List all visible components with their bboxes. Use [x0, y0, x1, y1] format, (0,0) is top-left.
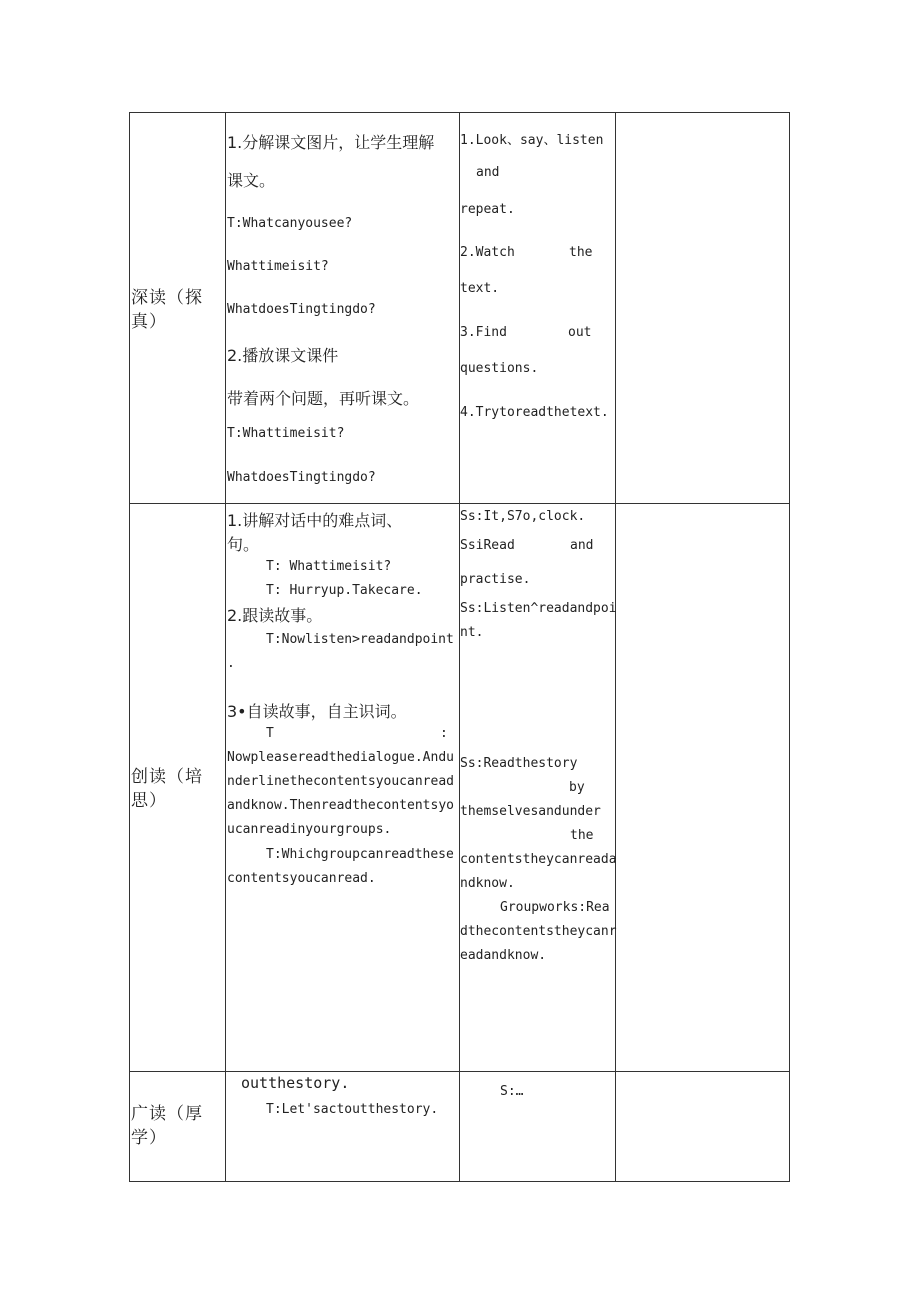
teacher-line: 2.播放课文课件 [227, 346, 339, 365]
teacher-line: 带着两个问题，再听课文。 [227, 389, 420, 408]
teacher-line: 1.讲解对话中的难点词、 [227, 511, 403, 530]
teacher-line: T: Whattimeisit? [266, 559, 392, 574]
teacher-line: 1.分解课文图片，让学生理解 [227, 133, 435, 152]
student-line: eadandknow. [460, 948, 547, 963]
student-line: ndknow. [460, 876, 515, 891]
teacher-activity-cell [226, 1072, 459, 1181]
student-line: 2.Watch [460, 245, 515, 260]
stage-label-line: 思） [131, 791, 167, 811]
teacher-line: WhatdoesTingtingdo? [227, 302, 376, 317]
student-line: 4.Trytoreadthetext. [460, 405, 609, 420]
student-line: repeat. [460, 202, 515, 217]
teacher-line: andknow.Thenreadthecontentsyo [227, 798, 454, 813]
student-line: and [476, 165, 500, 180]
teacher-activity-cell [226, 112, 459, 503]
student-line: SsiRead [460, 538, 515, 553]
teacher-line: contentsyoucanread. [227, 871, 376, 886]
lesson-plan-table [129, 112, 790, 1182]
stage-label-line: 真） [131, 312, 167, 332]
stage-label-line: 深读（探 [131, 288, 203, 308]
stage-label-line: 广读（厚 [131, 1104, 203, 1124]
teacher-line: Whattimeisit? [227, 259, 329, 274]
stage-cell-broad-reading [131, 1072, 225, 1181]
student-line: Groupworks:Rea [500, 900, 610, 915]
student-line: by [569, 780, 585, 795]
teacher-line: WhatdoesTingtingdo? [227, 470, 376, 485]
student-activity-cell [460, 504, 615, 1071]
student-line: dthecontentstheycanr [460, 924, 617, 939]
teacher-line: 课文。 [227, 171, 276, 190]
table-border-left [129, 112, 130, 1182]
student-line: text. [460, 281, 500, 296]
teacher-line: ucanreadinyourgroups. [227, 822, 392, 837]
teacher-line: Nowpleasereadthedialogue.Andu [227, 750, 454, 765]
student-line: out [568, 325, 592, 340]
student-line: contentstheycanreada [460, 852, 617, 867]
student-line: themselvesandunder [460, 804, 601, 819]
teacher-line: 句。 [227, 535, 260, 554]
student-line: 3.Find [460, 325, 507, 340]
notes-cell [616, 504, 789, 1071]
notes-cell [616, 112, 789, 503]
student-line: nt. [460, 625, 484, 640]
stage-cell-deep-reading [131, 112, 225, 503]
student-line: 1.Look、say、listen [460, 133, 604, 148]
teacher-line: . [227, 656, 235, 671]
notes-cell [616, 1072, 789, 1181]
student-line: the [569, 245, 593, 260]
teacher-line: T [266, 726, 274, 741]
teacher-line: T:Whichgroupcanreadthese [266, 847, 454, 862]
student-line: Ss:Listen^readandpoi [460, 601, 617, 616]
student-line: the [570, 828, 594, 843]
stage-cell-creative-reading [131, 504, 225, 1071]
student-line: Ss:Readthestory [460, 756, 578, 771]
teacher-line: T: Hurryup.Takecare. [266, 583, 423, 598]
stage-label-line: 创读（培 [131, 767, 203, 787]
student-line: practise. [460, 572, 531, 587]
teacher-line: T:Let'sactoutthestory. [266, 1102, 439, 1117]
teacher-line: outthestory. [241, 1074, 350, 1092]
student-line: questions. [460, 361, 539, 376]
student-line: and [570, 538, 594, 553]
student-activity-cell [460, 1072, 615, 1181]
teacher-line: nderlinethecontentsyoucanread [227, 774, 454, 789]
stage-label-line: 学） [131, 1128, 167, 1148]
teacher-activity-cell [226, 504, 459, 1071]
table-border-bottom [129, 1181, 790, 1182]
teacher-line: 2.跟读故事。 [227, 606, 323, 625]
teacher-line: T:Nowlisten>readandpoint [266, 632, 454, 647]
teacher-line: T:Whatcanyousee? [227, 216, 353, 231]
teacher-line: : [440, 726, 448, 741]
student-line: S:… [500, 1084, 524, 1099]
table-border-right [789, 112, 790, 1182]
student-activity-cell [460, 112, 615, 503]
teacher-line: 3•自读故事，自主识词。 [227, 702, 407, 721]
student-line: Ss:It,S7o,clock. [460, 509, 586, 524]
teacher-line: T:Whattimeisit? [227, 426, 345, 441]
